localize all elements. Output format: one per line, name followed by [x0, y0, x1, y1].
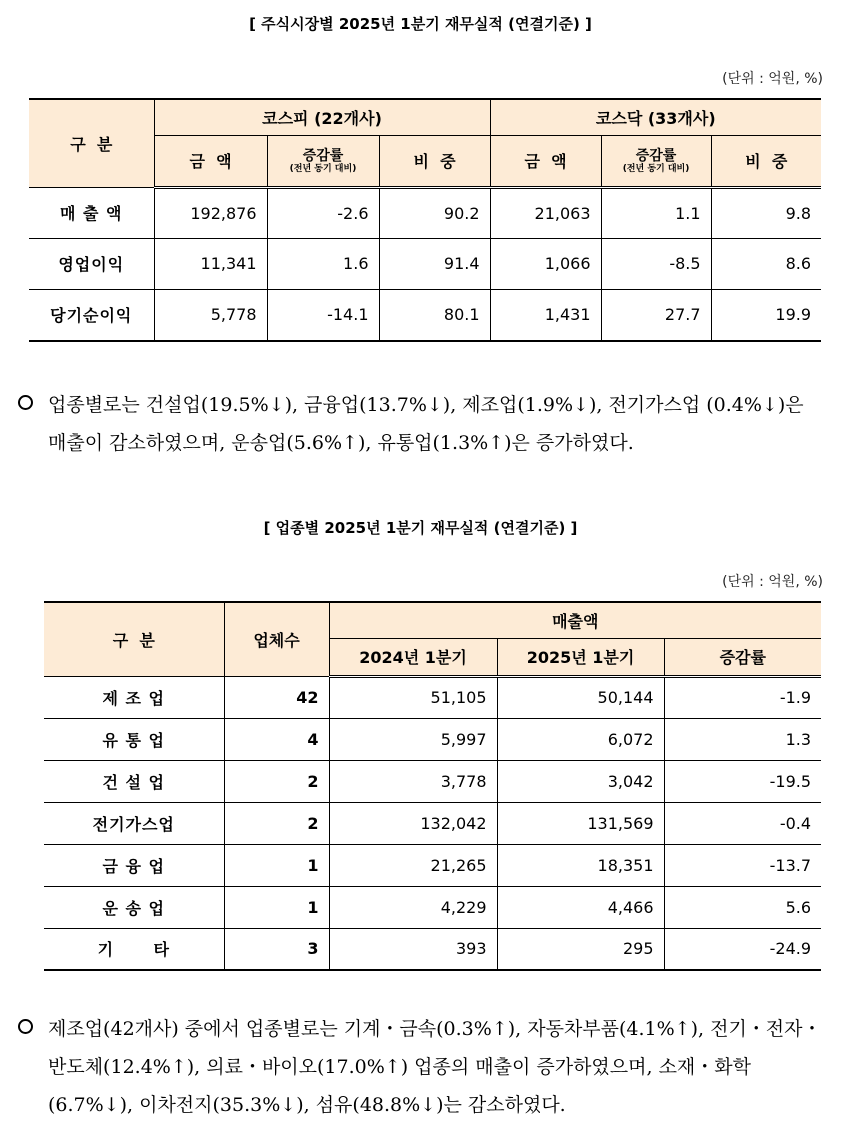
change-sub-label: (전년 동기 대비) [622, 163, 690, 174]
table-row [44, 928, 821, 970]
kospi-amount-header: 금 액 [154, 135, 267, 187]
kosdaq-amount-cell: 1,066 [490, 238, 601, 289]
sales-2025-cell: 295 [497, 928, 664, 970]
change-label: 증감률 [635, 147, 677, 164]
table1-unit: (단위 : 억원, %) [722, 71, 823, 87]
sales-2024-cell: 4,229 [329, 886, 497, 928]
count-cell: 1 [224, 844, 329, 886]
kosdaq-amount-cell: 21,063 [490, 187, 601, 238]
circle-bullet-icon [18, 1019, 33, 1034]
sales-2025-cell: 50,144 [497, 676, 664, 718]
sales-2025-cell: 3,042 [497, 760, 664, 802]
count-cell: 1 [224, 886, 329, 928]
count-cell: 3 [224, 928, 329, 970]
sales-2025-cell: 4,466 [497, 886, 664, 928]
kosdaq-share-cell: 9.8 [711, 187, 821, 238]
table-row [44, 676, 821, 718]
table-row [44, 886, 821, 928]
category-header: 구 분 [44, 602, 224, 676]
kospi-amount-cell: 11,341 [154, 238, 267, 289]
change-cell: -1.9 [664, 676, 821, 718]
count-cell: 2 [224, 802, 329, 844]
table-row [29, 289, 821, 341]
table2-title: [ 업종별 2025년 1분기 재무실적 (연결기준) ] [263, 519, 578, 537]
kosdaq-share-cell: 19.9 [711, 289, 821, 341]
kosdaq-change-cell: -8.5 [601, 238, 711, 289]
row-label: 금 융 업 [44, 844, 224, 886]
table-row [29, 187, 821, 238]
count-cell: 2 [224, 760, 329, 802]
table2-unit: (단위 : 억원, %) [722, 574, 823, 590]
summary-paragraph-2 [18, 1010, 828, 1124]
kospi-change-header [267, 135, 379, 187]
change-cell: -13.7 [664, 844, 821, 886]
sales-2025-cell: 18,351 [497, 844, 664, 886]
kospi-change-cell: -2.6 [267, 187, 379, 238]
table1-title: [ 주식시장별 2025년 1분기 재무실적 (연결기준) ] [249, 15, 592, 33]
kospi-share-cell: 80.1 [379, 289, 490, 341]
table-row [44, 760, 821, 802]
kospi-share-cell: 90.2 [379, 187, 490, 238]
row-label: 운 송 업 [44, 886, 224, 928]
count-cell: 4 [224, 718, 329, 760]
change-header: 증감률 [664, 638, 821, 676]
sales-2024-cell: 3,778 [329, 760, 497, 802]
q1-2025-header: 2025년 1분기 [497, 638, 664, 676]
circle-bullet-icon [18, 395, 33, 410]
table-row [29, 238, 821, 289]
sales-2024-cell: 5,997 [329, 718, 497, 760]
market-financial-table [29, 98, 821, 342]
kosdaq-change-header [601, 135, 711, 187]
kosdaq-amount-cell: 1,431 [490, 289, 601, 341]
count-cell: 42 [224, 676, 329, 718]
sales-2024-cell: 21,265 [329, 844, 497, 886]
kosdaq-change-cell: 27.7 [601, 289, 711, 341]
table-row [44, 844, 821, 886]
change-label: 증감률 [302, 147, 344, 164]
sales-2024-cell: 393 [329, 928, 497, 970]
sales-header: 매출액 [329, 602, 821, 638]
industry-financial-table [44, 601, 821, 971]
q1-2024-header: 2024년 1분기 [329, 638, 497, 676]
table-row [44, 718, 821, 760]
row-label: 제 조 업 [44, 676, 224, 718]
kospi-change-cell: -14.1 [267, 289, 379, 341]
change-cell: -0.4 [664, 802, 821, 844]
kosdaq-share-cell: 8.6 [711, 238, 821, 289]
row-label: 건 설 업 [44, 760, 224, 802]
row-label: 기 타 [44, 928, 224, 970]
change-cell: -24.9 [664, 928, 821, 970]
sales-2024-cell: 132,042 [329, 802, 497, 844]
category-header: 구 분 [29, 99, 154, 187]
paragraph-text: 제조업(42개사) 중에서 업종별로는 기계・금속(0.3%↑), 자동차부품(4.1%↑), 전기・전자・반도체(12.4%↑), 의료・바이오(17.0%↑) 업종의 매출이 증가하였으며, 소재・화학(6.7%↓), 이차전지(35.3%↓), 섬유(48.8%↓)는 감소하였다. [48, 1018, 822, 1116]
row-label: 유 통 업 [44, 718, 224, 760]
change-cell: 1.3 [664, 718, 821, 760]
change-sub-label: (전년 동기 대비) [289, 163, 357, 174]
summary-paragraph-1 [18, 386, 828, 462]
sales-2025-cell: 131,569 [497, 802, 664, 844]
kosdaq-amount-header: 금 액 [490, 135, 601, 187]
row-label: 영업이익 [29, 238, 154, 289]
kospi-amount-cell: 5,778 [154, 289, 267, 341]
sales-2025-cell: 6,072 [497, 718, 664, 760]
kospi-share-header: 비 중 [379, 135, 490, 187]
count-header: 업체수 [224, 602, 329, 676]
kospi-share-cell: 91.4 [379, 238, 490, 289]
paragraph-text: 업종별로는 건설업(19.5%↓), 금융업(13.7%↓), 제조업(1.9%↓), 전기가스업 (0.4%↓)은 매출이 감소하였으며, 운송업(5.6%↑), 유통업(1.3%↑)은 증가하였다. [48, 394, 804, 454]
sales-2024-cell: 51,105 [329, 676, 497, 718]
kospi-header: 코스피 (22개사) [154, 99, 490, 135]
change-cell: -19.5 [664, 760, 821, 802]
change-cell: 5.6 [664, 886, 821, 928]
row-label: 매 출 액 [29, 187, 154, 238]
kospi-amount-cell: 192,876 [154, 187, 267, 238]
kospi-change-cell: 1.6 [267, 238, 379, 289]
table-row [44, 802, 821, 844]
kosdaq-share-header: 비 중 [711, 135, 821, 187]
kosdaq-header: 코스닥 (33개사) [490, 99, 821, 135]
kosdaq-change-cell: 1.1 [601, 187, 711, 238]
row-label: 전기가스업 [44, 802, 224, 844]
row-label: 당기순이익 [29, 289, 154, 341]
